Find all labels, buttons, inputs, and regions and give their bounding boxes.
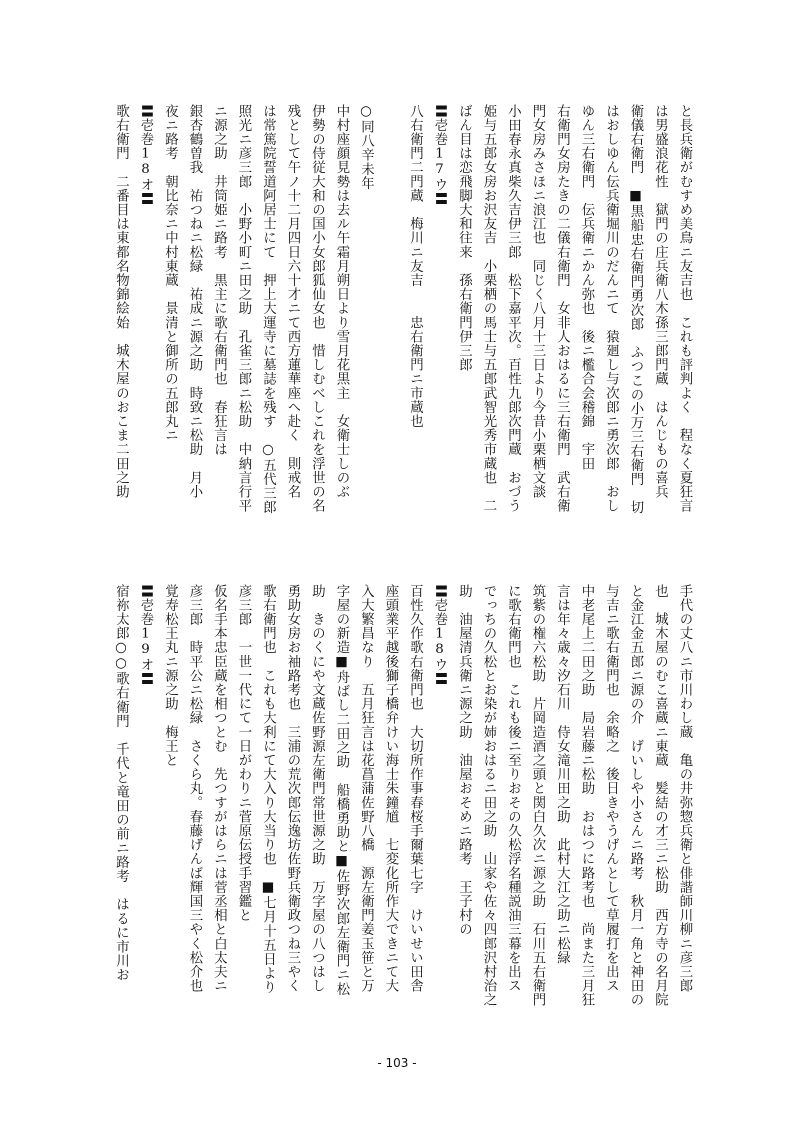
text-line: 覚寿松王丸ニ源之助 梅王と bbox=[162, 584, 178, 768]
text-line: 筑紫の権六松助 片岡造酒之頭と関白久次ニ源之助 石川五右衛門 bbox=[530, 584, 545, 1007]
text-line: 姫与五郎女房お沢友吉 小栗栖の馬士与五郎武智光秀市蔵也 二 bbox=[481, 104, 496, 513]
text-line: と金江金五郎ニ源の介 げいしや小さんニ路考 秋月一角と神田の bbox=[628, 584, 643, 1007]
lower-text-block bbox=[90, 584, 696, 1039]
text-line: 門女房みさほニ浪江也 同じく八月十三日より今昔小栗栖文談 bbox=[530, 104, 545, 499]
text-line: でっちの久松とお染が姉おはるニ田之助 山家や佐々四郎沢村治之 bbox=[481, 584, 496, 1007]
text-line: ○同八辛未年 bbox=[358, 104, 374, 191]
text-line: 仮名手本忠臣蔵を相つとむ 先つすがはらニは菅丞相と白太夫ニ bbox=[211, 584, 227, 993]
text-line: はおしゆん伝兵衛堀川のだんニて 猿廻し与次郎ニ勇次郎 おし bbox=[603, 104, 619, 513]
text-line: 伊勢の侍従大和の国小女郎狐仙女也 惜しむべしこれを浮世の名 bbox=[309, 104, 325, 513]
text-line: 彦三郎 一世一代にて一日がわりニ菅原伝授手習鑑と bbox=[236, 584, 251, 923]
text-line: 小田春永真柴久吉伊三郎 松下嘉平次。百性九郎次門蔵 おづう bbox=[505, 104, 521, 513]
text-line: 百性久作歌右衛門也 大切所作事春桜手爾葉七字 けいせい田舎 bbox=[407, 584, 423, 993]
text-line: 歌右衛門也 これも大利にて大入り大当り也 ■七月十五日より bbox=[260, 584, 276, 995]
text-line: 彦三郎 時平公ニ松緑 さくら丸。春藤げんば輝国三やく松介也 bbox=[187, 584, 202, 993]
text-line: 座頭業平越後獅子橋弁けい海士朱鐘馗 七変化所作大できニて大 bbox=[383, 584, 398, 993]
text-line: 右衛門女房たきの二儀右衛門 女非人おはるに三右衛門 武右衛 bbox=[554, 104, 570, 513]
text-line: ゆん三右衛門 伝兵衛ニかん弥也 後ニ檻合会稽錦 宇田 bbox=[579, 104, 594, 471]
text-line: ニ源之助 井筒姫ニ路考 黒主に歌右衛門也 春狂言は bbox=[211, 104, 227, 457]
text-line: 衛儀右衛門 ■黒船忠右衛門勇次郎 ふつこの小万三右衛門 切 bbox=[628, 104, 643, 515]
text-line: 銀杏鶴曽我 祐つねニ松緑 祐成ニ源之助 時致ニ松助 月小 bbox=[187, 104, 202, 499]
text-line: 勇助女房お袖路考也 三浦の荒次郎伝逸坊佐野兵衛政つね三やく bbox=[285, 584, 300, 993]
text-line: 〓壱巻19オ〓 bbox=[138, 584, 153, 686]
text-line: 与吉ニ歌右衛門也 余略之 後日きやうげんとして草履打を出ス bbox=[603, 584, 619, 993]
text-line: 手代の丈八ニ市川わし蔵 亀の井弥惣兵衛と俳諧師川柳ニ彦三郎 bbox=[677, 584, 692, 993]
text-line: は常篤院誓道阿居士にて 押上大運寺に墓誌を残す ○五代三郎 bbox=[260, 104, 276, 515]
text-line: 中村座顔見勢は去ル午霜月朔日より雪月花黒主 女衛士しのぶ bbox=[334, 104, 349, 499]
text-line: 也 城木屋のむこ喜蔵ニ東蔵 髪結の才三ニ松助 西方寺の名月院 bbox=[652, 584, 668, 1007]
text-line: 中老尾上二田之助 局岩藤ニ松助 おはつに路考也 尚また三月狂 bbox=[579, 584, 594, 1007]
text-line: に歌右衛門也 これも後ニ至りおその久松浮名種説油三幕を出ス bbox=[505, 584, 521, 993]
text-line: 八右衛門二門蔵 梅川ニ友吉 忠右衛門ニ市蔵也 bbox=[407, 104, 423, 429]
text-line: ばん目は恋飛脚大和往来 孫右衛門伊三郎 bbox=[456, 104, 472, 372]
text-line: 夜ニ路考 朝比奈ニ中村東蔵 景清と御所の五郎丸ニ bbox=[162, 104, 178, 443]
upper-text-block bbox=[90, 104, 696, 554]
text-line: 残として午ノ十二月四日六十才ニて西方蓮華座へ赴く 則戒名 bbox=[285, 104, 300, 499]
text-line: 〓壱巻18ウ〓 bbox=[432, 584, 447, 686]
text-line: 助 油屋清兵衛ニ源之助 油屋おそめニ路考 王子村の bbox=[456, 584, 472, 937]
text-line: 言は年々歳々汐石川 侍女滝川田之助 此村大江之助ニ松緑 bbox=[554, 584, 570, 965]
text-line: 〓壱巻17ウ〓 bbox=[432, 104, 447, 206]
text-line: 入大繁昌なり 五月狂言は花菖蒲佐野八橋 源左衛門姜玉笹と万 bbox=[358, 584, 374, 993]
text-line: 〓壱巻18オ〓 bbox=[138, 104, 153, 206]
text-line: 照光ニ彦三郎 小野小町ニ田之助 孔雀三郎ニ松助 中納言行平 bbox=[236, 104, 251, 513]
text-line: と長兵衛がむすめ美鳥ニ友吉也 これも評判よく 程なく夏狂言 bbox=[677, 104, 692, 513]
page-number: - 103 - bbox=[377, 1056, 417, 1070]
text-line: 歌右衛門 二番目は東都名物錦絵始 城木屋のおこま二田之助 bbox=[113, 104, 129, 499]
text-line: 字屋の新造■舟ばし二田之助 船橋勇助と■佐野次郎左衛門ニ松 bbox=[334, 584, 349, 997]
text-line: は男盛浪花性 獄門の庄兵衛八木孫三郎門蔵 はんじもの喜兵 bbox=[652, 104, 668, 499]
text-line: 助 きのくにや文蔵佐野源左衛門常世源之助 万字屋の八つはし bbox=[309, 584, 325, 993]
text-line: 宿祢太郎○○歌右衛門 千代と竜田の前ニ路考 はるに市川お bbox=[113, 584, 129, 982]
text-line bbox=[378, 104, 403, 554]
